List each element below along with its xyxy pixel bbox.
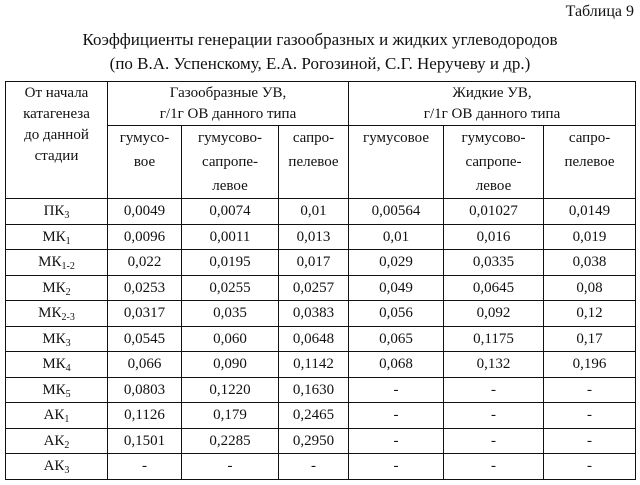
- stage-cell: [6, 454, 108, 480]
- value-cell: 0,0049: [108, 199, 182, 225]
- stage-name: АК: [43, 432, 65, 449]
- value-cell: 0,0253: [108, 275, 182, 301]
- value-cell: 0,092: [444, 301, 544, 327]
- value-cell: 0,12: [544, 301, 636, 327]
- value-cell: -: [349, 403, 444, 429]
- table-row: [6, 199, 636, 225]
- gas-sapropelic-header: сапро- пелевое: [279, 126, 349, 199]
- stage-name: МК: [42, 381, 66, 398]
- stage-subscript: 4: [65, 363, 71, 374]
- value-cell: -: [444, 377, 544, 403]
- value-cell: 0,013: [279, 224, 349, 250]
- stage-cell: [6, 250, 108, 276]
- stage-cell: [6, 326, 108, 352]
- value-cell: 0,0648: [279, 326, 349, 352]
- value-cell: 0,090: [182, 352, 279, 378]
- table-row: [6, 326, 636, 352]
- value-cell: 0,1126: [108, 403, 182, 429]
- value-cell: 0,196: [544, 352, 636, 378]
- liquid-humic-sapropelic-header: гумусово- сапропе- левое: [444, 126, 544, 199]
- value-cell: 0,0149: [544, 199, 636, 225]
- stage-cell: [6, 377, 108, 403]
- value-cell: 0,1501: [108, 428, 182, 454]
- generation-coefficients-table: [5, 81, 636, 480]
- value-cell: 0,0255: [182, 275, 279, 301]
- stage-cell: [6, 428, 108, 454]
- gas-humic-sapropelic-header: гумусово- сапропе- левое: [182, 126, 279, 199]
- liquid-sapropelic-header: сапро- пелевое: [544, 126, 636, 199]
- value-cell: -: [279, 454, 349, 480]
- value-cell: 0,0645: [444, 275, 544, 301]
- table-row: [6, 250, 636, 276]
- stage-subscript: 2: [64, 439, 70, 451]
- gas-humic-header: гумусо- вое: [108, 126, 182, 199]
- liquid-hydrocarbons-header: Жидкие УВ, г/1г ОВ данного типа: [349, 82, 636, 126]
- value-cell: 0,2950: [279, 428, 349, 454]
- value-cell: 0,00564: [349, 199, 444, 225]
- value-cell: 0,035: [182, 301, 279, 327]
- stage-column-header: От начала катагенеза до данной стадии: [6, 82, 108, 199]
- stage-subscript: 1-2: [61, 261, 75, 272]
- value-cell: 0,0803: [108, 377, 182, 403]
- value-cell: 0,1175: [444, 326, 544, 352]
- value-cell: -: [182, 454, 279, 480]
- table-row: [6, 224, 636, 250]
- value-cell: 0,022: [108, 250, 182, 276]
- stage-cell: [6, 352, 108, 378]
- stage-name: МК: [38, 305, 62, 321]
- value-cell: 0,060: [182, 326, 279, 352]
- table-row: [6, 377, 636, 403]
- value-cell: 0,17: [544, 326, 636, 352]
- stage-cell: [6, 224, 108, 250]
- table-row: [6, 352, 636, 378]
- stage-name: МК: [42, 228, 66, 245]
- stage-subscript: 3: [64, 210, 70, 221]
- value-cell: -: [444, 454, 544, 480]
- stage-subscript: 5: [65, 388, 71, 400]
- stage-name: МК: [38, 254, 62, 270]
- value-cell: 0,066: [108, 352, 182, 378]
- value-cell: 0,0545: [108, 326, 182, 352]
- value-cell: 0,0074: [182, 199, 279, 225]
- stage-subscript: 3: [64, 465, 70, 476]
- value-cell: 0,01: [279, 199, 349, 225]
- table-number-label: Таблица 9: [565, 3, 634, 20]
- value-cell: 0,068: [349, 352, 444, 378]
- stage-subscript: 3: [65, 337, 71, 349]
- value-cell: 0,049: [349, 275, 444, 301]
- stage-name: МК: [42, 279, 66, 296]
- stage-name: МК: [42, 330, 66, 347]
- value-cell: -: [544, 454, 636, 480]
- table-row: [6, 275, 636, 301]
- stage-name: ПК: [43, 203, 65, 219]
- value-cell: -: [444, 403, 544, 429]
- stage-subscript: 1: [64, 414, 70, 425]
- stage-name: АК: [43, 458, 65, 474]
- stage-name: МК: [42, 356, 66, 372]
- value-cell: 0,2465: [279, 403, 349, 429]
- value-cell: 0,01: [349, 224, 444, 250]
- value-cell: -: [444, 428, 544, 454]
- value-cell: 0,01027: [444, 199, 544, 225]
- value-cell: 0,08: [544, 275, 636, 301]
- value-cell: 0,1630: [279, 377, 349, 403]
- value-cell: 0,056: [349, 301, 444, 327]
- table-title-line-2: (по В.А. Успенскому, Е.А. Рогозиной, С.Г. Неручеву и др.): [109, 54, 531, 73]
- value-cell: 0,029: [349, 250, 444, 276]
- table-body: [6, 199, 636, 480]
- liquid-humic-header: гумусовое: [349, 126, 444, 199]
- table-row: [6, 301, 636, 327]
- value-cell: 0,0096: [108, 224, 182, 250]
- table-title-line-1: Коэффициенты генерации газообразных и жидких углеводородов: [82, 30, 558, 49]
- gas-hydrocarbons-header: Газообразные УВ, г/1г ОВ данного типа: [108, 82, 349, 126]
- table-row: [6, 403, 636, 429]
- value-cell: 0,0383: [279, 301, 349, 327]
- value-cell: 0,179: [182, 403, 279, 429]
- value-cell: -: [349, 377, 444, 403]
- table-row: [6, 454, 636, 480]
- stage-cell: [6, 403, 108, 429]
- value-cell: 0,0195: [182, 250, 279, 276]
- stage-cell: [6, 301, 108, 327]
- stage-subscript: 2-3: [61, 312, 75, 323]
- value-cell: -: [349, 454, 444, 480]
- value-cell: 0,0011: [182, 224, 279, 250]
- value-cell: 0,1142: [279, 352, 349, 378]
- table-row: [6, 428, 636, 454]
- value-cell: 0,016: [444, 224, 544, 250]
- value-cell: 0,017: [279, 250, 349, 276]
- stage-name: АК: [43, 407, 65, 423]
- value-cell: -: [544, 403, 636, 429]
- value-cell: -: [108, 454, 182, 480]
- value-cell: 0,132: [444, 352, 544, 378]
- value-cell: 0,0317: [108, 301, 182, 327]
- stage-cell: [6, 199, 108, 225]
- value-cell: -: [544, 428, 636, 454]
- value-cell: 0,0335: [444, 250, 544, 276]
- value-cell: 0,065: [349, 326, 444, 352]
- stage-subscript: 1: [65, 235, 71, 247]
- stage-cell: [6, 275, 108, 301]
- value-cell: 0,019: [544, 224, 636, 250]
- value-cell: 0,0257: [279, 275, 349, 301]
- value-cell: 0,038: [544, 250, 636, 276]
- value-cell: -: [349, 428, 444, 454]
- value-cell: 0,2285: [182, 428, 279, 454]
- value-cell: -: [544, 377, 636, 403]
- value-cell: 0,1220: [182, 377, 279, 403]
- stage-subscript: 2: [65, 286, 71, 298]
